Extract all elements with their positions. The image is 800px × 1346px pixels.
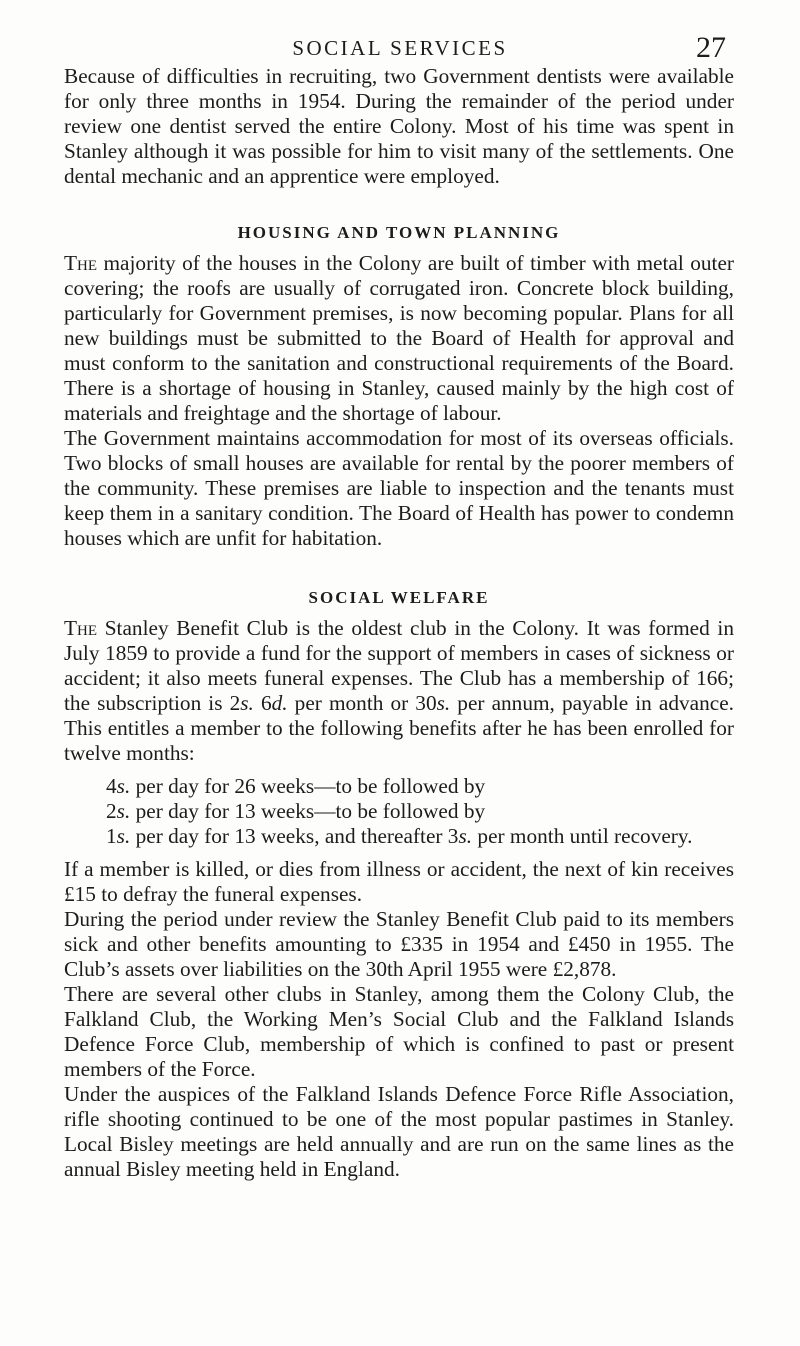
benefit-unit-2: s. <box>458 824 473 848</box>
welfare-p1-pence: d. <box>271 691 288 715</box>
welfare-p1-a: Stanley Benefit Club is the oldest club in the Colony. It was formed in July 1859 to provide a fund for the support of members in cases of sickness or accident; it also meets funeral expenses. The Club has a membership of 166; the subscription is 2 <box>64 616 734 715</box>
benefit-item-2 <box>64 799 734 824</box>
benefit-unit: s. <box>116 799 131 823</box>
housing-paragraph-1-text: majority of the houses in the Colony are built of timber with metal outer covering; the roofs are usually of corrugated iron. Concrete block building, particularly for Government premises, is now becoming popular. Plans for all new buildings must be submitted to the Board of Health for approval and must conform to the sanitation and constructional requirements of the Board. There is a shortage of housing in Stanley, caused mainly by the high cost of materials and freightage and the shortage of labour. <box>64 251 734 425</box>
welfare-paragraph-5: Under the auspices of the Falkland Islands Defence Force Rifle Association, rifle shooting continued to be one of the most popular pastimes in Stanley. Local Bisley meetings are held annually and are run on the same lines as the annual Bisley meeting held in England. <box>64 1082 734 1181</box>
welfare-paragraph-4: There are several other clubs in Stanley, among them the Colony Club, the Falkland Club, the Working Men’s Social Club and the Falkland Islands Defence Force Club, membership of which is confined to past or present members of the Force. <box>64 982 734 1081</box>
benefit-text: per day for 13 weeks—to be followed by <box>130 799 486 823</box>
welfare-p1-shilling-2: s. <box>436 691 451 715</box>
housing-heading: HOUSING AND TOWN PLANNING <box>237 223 561 242</box>
benefit-text: per day for 26 weeks—to be followed by <box>130 774 486 798</box>
welfare-p1-c: per month or 30 <box>287 691 437 715</box>
benefit-amount: 2 <box>106 799 117 823</box>
benefit-unit: s. <box>116 774 131 798</box>
running-title: SOCIAL SERVICES <box>292 36 508 60</box>
welfare-p1-e: per annum, payable in advance. This entitles a member to the following benefits after he has been enrolled for twelve months: <box>64 691 734 765</box>
benefit-unit: s. <box>116 824 131 848</box>
page-number: 27 <box>696 31 726 64</box>
benefit-amount: 1 <box>106 824 117 848</box>
welfare-p1-shilling-1: s. <box>240 691 254 715</box>
benefit-item-3 <box>64 824 734 849</box>
benefit-item-1 <box>64 774 734 799</box>
benefit-text: per day for 13 weeks, and thereafter 3 <box>130 824 459 848</box>
welfare-paragraph-1 <box>64 616 734 766</box>
welfare-paragraph-3: During the period under review the Stanley Benefit Club paid to its members sick and other benefits amounting to £335 in 1954 and £450 in 1955. The Club’s assets over liabilities on the 30th April 1955 were £2,878. <box>64 907 734 981</box>
welfare-p1-b: 6 <box>253 691 272 715</box>
running-head <box>0 31 800 68</box>
welfare-paragraph-2: If a member is killed, or dies from illness or accident, the next of kin receives £15 to defray the funeral expenses. <box>64 857 734 906</box>
benefits-list <box>64 774 734 849</box>
benefit-text-2: per month until recovery. <box>472 824 693 848</box>
housing-lead-word: The <box>64 251 98 275</box>
page-body <box>64 64 734 1182</box>
housing-paragraph-1 <box>64 251 734 426</box>
welfare-heading: SOCIAL WELFARE <box>308 588 490 607</box>
housing-paragraph-2: The Government maintains accommodation for most of its overseas officials. Two blocks of small houses are available for rental by the poorer members of the community. These premises are liable to inspection and the tenants must keep them in a sanitary condition. The Board of Health has power to condemn houses which are unfit for habitation. <box>64 426 734 550</box>
welfare-lead-word: The <box>64 616 98 640</box>
dental-paragraph: Because of difficulties in recruiting, two Government dentists were available for only three months in 1954. During the remainder of the period under review one dentist served the entire Colony. Most of his time was spent in Stanley although it was possible for him to visit many of the settlements. One dental mechanic and an apprentice were employed. <box>64 64 734 188</box>
benefit-amount: 4 <box>106 774 117 798</box>
